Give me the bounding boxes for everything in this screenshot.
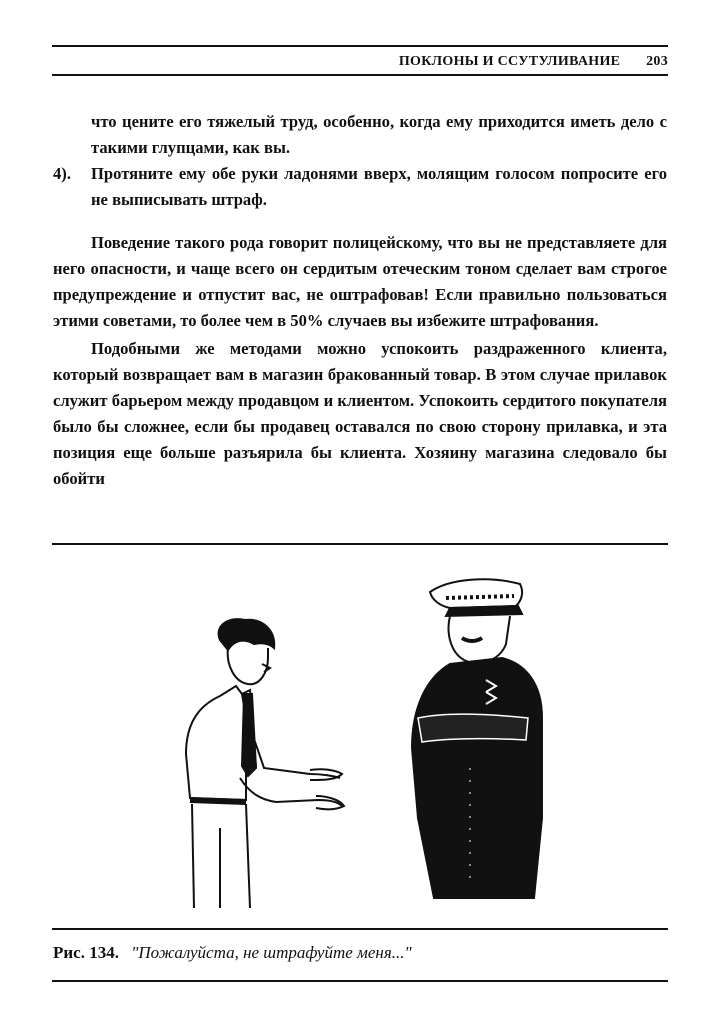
civilian-torso (186, 686, 246, 800)
civilian-hair (219, 619, 275, 650)
officer-body (412, 658, 542, 898)
civilian-tie (242, 694, 256, 776)
header-bottom-rule (52, 74, 668, 76)
figure-bottom-rule (52, 928, 668, 930)
civilian-legs (192, 804, 250, 908)
civilian-head (228, 648, 268, 684)
figure-illustration (150, 568, 570, 908)
police-officer-figure (412, 579, 542, 898)
paragraph-1: Поведение такого рода говорит полицейскому, что вы не представляете для него опасности, и чаще всего он сердитым отеческим тоном сделает вам строгое предупреждение и отпустит вас, не оштрафовав! Если правильно пользоваться этими советами, то более чем в 50% случаев вы избежите штрафования. (53, 233, 667, 330)
civilian-figure (186, 619, 344, 908)
officer-arms (418, 714, 528, 742)
civilian-hand-lower (316, 796, 344, 809)
header-top-rule (52, 45, 668, 47)
body-text (53, 109, 667, 492)
civilian-belt (190, 800, 246, 802)
list-item-4 (53, 161, 667, 213)
figure-top-rule (52, 543, 668, 545)
continuation-text: что цените его тяжелый труд, особенно, когда ему приходится иметь дело с такими глупцами, как вы. (91, 112, 667, 157)
civilian-arm-lower (240, 778, 342, 806)
figure-label: Рис. 134. (53, 943, 119, 962)
figure-caption-text: "Пожалуйста, не штрафуйте меня..." (131, 943, 412, 962)
running-header (52, 54, 668, 70)
figure-caption (53, 943, 412, 963)
list-item-text: Протяните ему обе руки ладонями вверх, молящим голосом попросите его не выписывать штраф. (91, 164, 667, 209)
running-header-title: ПОКЛОНЫ И ССУТУЛИВАНИЕ (398, 54, 621, 69)
page-number: 203 (646, 54, 668, 69)
caption-bottom-rule (52, 980, 668, 982)
list-item-number: 4). (53, 164, 71, 183)
officer-cap (430, 579, 522, 608)
paragraph-2: Подобными же методами можно успокоить раздраженного клиента, который возвращает вам в магазин бракованный товар. В этом случае прилавок служит барьером между продавцом и клиентом. Успокоить сердитого покупателя было бы сложнее, если бы продавец оставался по свою сторону прилавка, и эта позиция еще больше разъярила бы клиента. Хозяину магазина следовало бы обойти (53, 339, 667, 488)
